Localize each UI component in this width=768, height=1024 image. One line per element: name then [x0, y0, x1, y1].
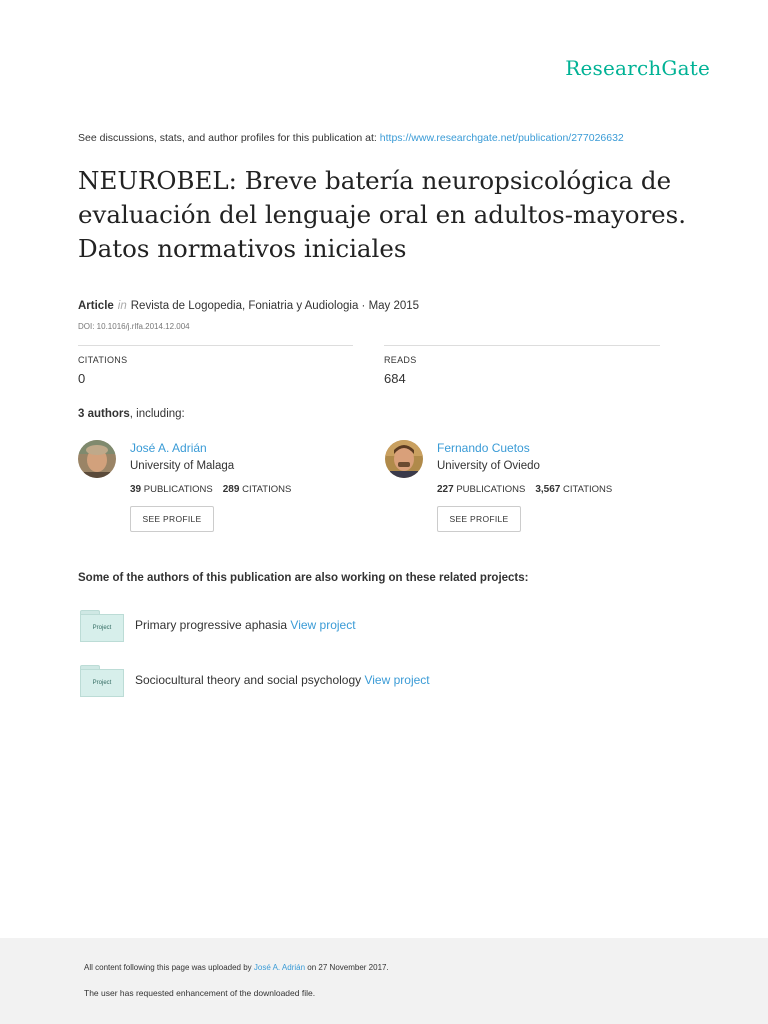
publications-label: PUBLICATIONS — [143, 484, 213, 495]
upload-notice — [84, 963, 389, 972]
enhancement-note: The user has requested enhancement of the downloaded file. — [84, 988, 316, 998]
author-counts — [130, 484, 291, 495]
project-item — [80, 610, 680, 646]
discussions-line — [78, 132, 624, 144]
upload-prefix: All content following this page was uploaded by — [84, 963, 252, 972]
publications-label: PUBLICATIONS — [456, 484, 526, 495]
avatar[interactable] — [385, 440, 423, 478]
publication-url-link[interactable]: https://www.researchgate.net/publication/277026632 — [379, 132, 624, 144]
citations-count: 3,567 — [535, 484, 561, 495]
see-profile-button[interactable]: SEE PROFILE — [130, 506, 214, 532]
project-item — [80, 665, 680, 701]
journal-and-date: Revista de Logopedia, Foniatria y Audiologia · May 2015 — [130, 300, 420, 312]
discussions-prefix: See discussions, stats, and author profiles for this publication at: — [78, 132, 377, 144]
author-institution: University of Malaga — [130, 460, 235, 472]
project-folder-icon[interactable] — [80, 665, 124, 697]
view-project-link[interactable]: View project — [364, 673, 430, 687]
folder-label: Project — [80, 614, 124, 642]
project-text — [135, 673, 430, 687]
publications-count: 227 — [437, 484, 454, 495]
related-projects-heading: Some of the authors of this publication are also working on these related projects: — [78, 572, 529, 584]
upload-suffix: on 27 November 2017. — [307, 963, 389, 972]
see-profile-button[interactable]: SEE PROFILE — [437, 506, 521, 532]
publication-title: NEUROBEL: Breve batería neuropsicológica de evaluación del lenguaje oral en adultos-mayores. Datos normativos iniciales — [78, 166, 687, 263]
folder-label: Project — [80, 669, 124, 697]
project-text — [135, 618, 356, 632]
publication-type: Article — [78, 300, 114, 312]
citations-divider — [78, 345, 353, 346]
researchgate-logo[interactable]: ResearchGate — [565, 56, 710, 80]
project-name: Sociocultural theory and social psychology — [135, 673, 362, 687]
citations-count: 289 — [222, 484, 240, 495]
reads-divider — [384, 345, 660, 346]
citations-label: CITATIONS — [242, 484, 292, 495]
in-word: in — [117, 300, 127, 312]
project-folder-icon[interactable] — [80, 610, 124, 642]
authors-count: 3 authors — [78, 408, 130, 420]
author-name-link[interactable]: Fernando Cuetos — [437, 441, 530, 455]
footer — [0, 938, 768, 1024]
reads-label: READS — [384, 355, 417, 365]
publications-count: 39 — [130, 484, 142, 495]
view-project-link[interactable]: View project — [290, 618, 356, 632]
avatar[interactable] — [78, 440, 116, 478]
citations-label: CITATIONS — [562, 484, 613, 495]
reads-value: 684 — [384, 371, 406, 386]
author-counts — [437, 484, 612, 495]
publication-doi: DOI: 10.1016/j.rlfa.2014.12.004 — [78, 322, 190, 331]
publication-meta — [78, 300, 419, 312]
citations-label: CITATIONS — [78, 355, 128, 365]
author-institution: University of Oviedo — [437, 460, 540, 472]
project-name: Primary progressive aphasia — [135, 618, 288, 632]
citations-value: 0 — [78, 371, 86, 386]
author-name-link[interactable]: José A. Adrián — [130, 441, 207, 455]
authors-heading — [78, 408, 185, 420]
authors-suffix: , including: — [129, 408, 185, 420]
uploader-link[interactable]: José A. Adrián — [253, 963, 306, 972]
